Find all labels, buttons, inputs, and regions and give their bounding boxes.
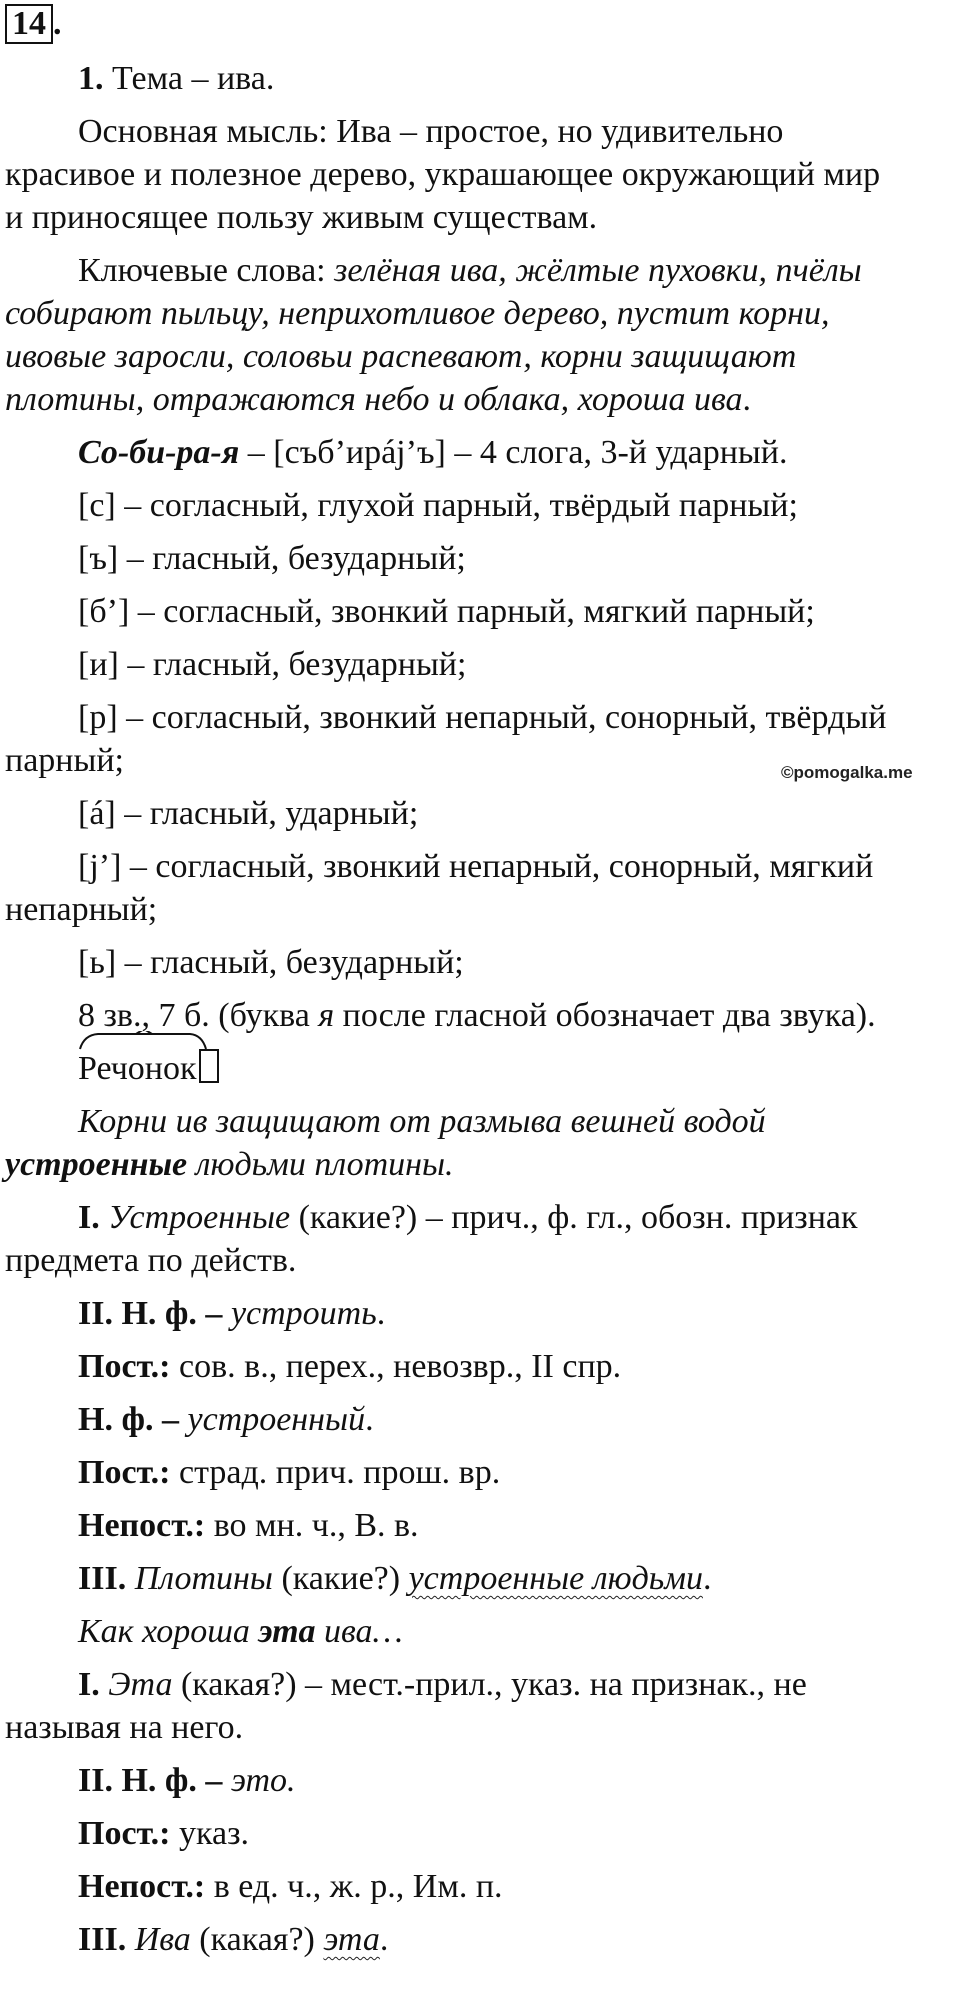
main-idea-line-2: красивое и полезное дерево, украшающее окружающий мир	[5, 156, 881, 193]
summary-text-b: после гласной обозначает два звука).	[334, 997, 876, 1034]
variable-text: во мн. ч., В. в.	[205, 1507, 419, 1544]
roman-2-label: II. Н. ф. –	[78, 1295, 231, 1332]
parse-1-noun: Плотины	[134, 1560, 273, 1597]
phonetic-row: [ъ] – гласный, безударный;	[78, 540, 466, 577]
participle-initial-form: устроенный	[187, 1401, 366, 1438]
task-number: 14	[12, 5, 46, 42]
parse-2-part-i	[0, 1663, 960, 1706]
constant-label: Пост.:	[78, 1815, 171, 1852]
parse-1-constant-2	[0, 1451, 960, 1494]
constant-text: страд. прич. прош. вр.	[170, 1454, 501, 1491]
main-idea-line-3: и приносящее пользу живым существам.	[5, 199, 598, 236]
phonetic-transcription: – [съб’ирáj’ъ] – 4 слога, 3-й ударный.	[239, 434, 788, 471]
phonetic-header	[0, 431, 960, 474]
parse-1-variable	[0, 1504, 960, 1547]
ending-box-icon	[199, 1049, 219, 1083]
constant-label: Пост.:	[78, 1348, 171, 1385]
watermark: ©pomogalka.me	[781, 763, 913, 782]
phonetic-row: [и] – гласный, безударный;	[78, 646, 467, 683]
main-idea-line-1: Основная мысль: Ива – простое, но удивительно	[78, 113, 784, 150]
sentence-1-rest: людьми плотины.	[187, 1146, 454, 1183]
parse-2-underlined-word: эта	[323, 1921, 380, 1958]
parse-1-initial-form: устроить	[230, 1295, 377, 1332]
parse-1-part-i-cont: предмета по действ.	[5, 1242, 297, 1279]
topic-line	[0, 57, 960, 100]
keywords-end: .	[742, 381, 752, 418]
topic-text: Тема – ива.	[103, 60, 275, 97]
constant-label: Пост.:	[78, 1454, 171, 1491]
parse-1-underlined-phrase: устроенные людьми	[408, 1560, 703, 1597]
roman-1-label: I.	[78, 1666, 109, 1703]
keywords-line-3: ивовые заросли, соловьи распевают, корни защищают	[5, 338, 797, 375]
parse-2-part-ii	[0, 1759, 960, 1802]
variable-label: Непост.:	[78, 1868, 206, 1905]
sentence-1-line-1: Корни ив защищают от размыва вешней водой	[78, 1103, 766, 1140]
sentence-1-key-word: устроенные	[5, 1146, 188, 1183]
phonetic-row: непарный;	[5, 891, 158, 928]
parse-1-question: (какие?)	[272, 1560, 409, 1597]
sentence-2-part-a: Как хороша	[78, 1613, 259, 1650]
variable-text: в ед. ч., ж. р., Им. п.	[205, 1868, 503, 1905]
parse-2-description: (какая?) – мест.-прил., указ. на признак., не	[172, 1666, 807, 1703]
summary-letter: я	[318, 997, 335, 1034]
phonetic-row: [с] – согласный, глухой парный, твёрдый парный;	[78, 487, 798, 524]
parse-2-initial-form: это.	[230, 1762, 296, 1799]
keywords-line-4	[0, 378, 960, 421]
constant-text: указ.	[170, 1815, 250, 1852]
parse-2-variable	[0, 1865, 960, 1908]
morpheme-word-line	[0, 1047, 960, 1090]
parse-2-word: Эта	[108, 1666, 173, 1703]
punct: .	[365, 1401, 374, 1438]
parse-1-part-i	[0, 1196, 960, 1239]
root-arch-icon	[78, 1031, 208, 1051]
variable-label: Непост.:	[78, 1507, 206, 1544]
task-number-line	[0, 2, 960, 45]
summary-text-a: 8 зв., 7 б. (буква	[78, 997, 319, 1034]
keywords-text-1: зелёная ива, жёлтые пуховки, пчёлы	[334, 252, 862, 289]
roman-1-label: I.	[78, 1199, 109, 1236]
initial-form-label: Н. ф. –	[78, 1401, 188, 1438]
punct: .	[379, 1921, 389, 1958]
parse-1-part-ii	[0, 1292, 960, 1335]
parse-1-part-iii	[0, 1557, 960, 1600]
sentence-2-part-b: ива…	[315, 1613, 403, 1650]
punct: .	[376, 1295, 386, 1332]
roman-2-label: II. Н. ф. –	[78, 1762, 231, 1799]
phonetic-word: Со-би-ра-я	[78, 434, 240, 471]
parse-2-part-iii	[0, 1918, 960, 1961]
phonetic-row: [б’] – согласный, звонкий парный, мягкий парный;	[78, 593, 815, 630]
keywords-text-4: плотины, отражаются небо и облака, хороша ива	[5, 381, 743, 418]
phonetic-row: [á] – гласный, ударный;	[78, 795, 419, 832]
keywords-line-2: собирают пыльцу, неприхотливое дерево, пустит корни,	[5, 295, 830, 332]
roman-3-label: III.	[78, 1560, 135, 1597]
phonetic-row: [ь] – гласный, безударный;	[78, 944, 464, 981]
sentence-2-key-word: эта	[258, 1613, 316, 1650]
phonetic-row: [р] – согласный, звонкий непарный, сонорный, твёрдый	[78, 699, 887, 736]
parse-1-word: Устроенные	[108, 1199, 291, 1236]
phonetic-row: [j’] – согласный, звонкий непарный, сонорный, мягкий	[78, 848, 874, 885]
parse-2-question: (какая?)	[190, 1921, 324, 1958]
roman-3-label: III.	[78, 1921, 135, 1958]
morpheme-word-text: Речонок	[78, 1050, 197, 1087]
parse-1-constant-1	[0, 1345, 960, 1388]
task-number-box	[5, 4, 53, 44]
keywords-line-1	[0, 249, 960, 292]
keywords-label: Ключевые слова:	[78, 252, 335, 289]
sentence-1-line-2	[0, 1143, 960, 1186]
sentence-2	[0, 1610, 960, 1653]
parse-2-part-i-cont: называя на него.	[5, 1709, 244, 1746]
task-number-dot: .	[53, 5, 62, 42]
punct: .	[702, 1560, 712, 1597]
constant-text: сов. в., перех., невозвр., II спр.	[170, 1348, 622, 1385]
item-number-1: 1.	[78, 60, 104, 97]
morpheme-word	[78, 1047, 197, 1090]
parse-2-constant	[0, 1812, 960, 1855]
parse-2-noun: Ива	[134, 1921, 191, 1958]
phonetic-row: парный;	[5, 742, 124, 779]
parse-1-description: (какие?) – прич., ф. гл., обозн. признак	[290, 1199, 858, 1236]
parse-1-participle-form	[0, 1398, 960, 1441]
